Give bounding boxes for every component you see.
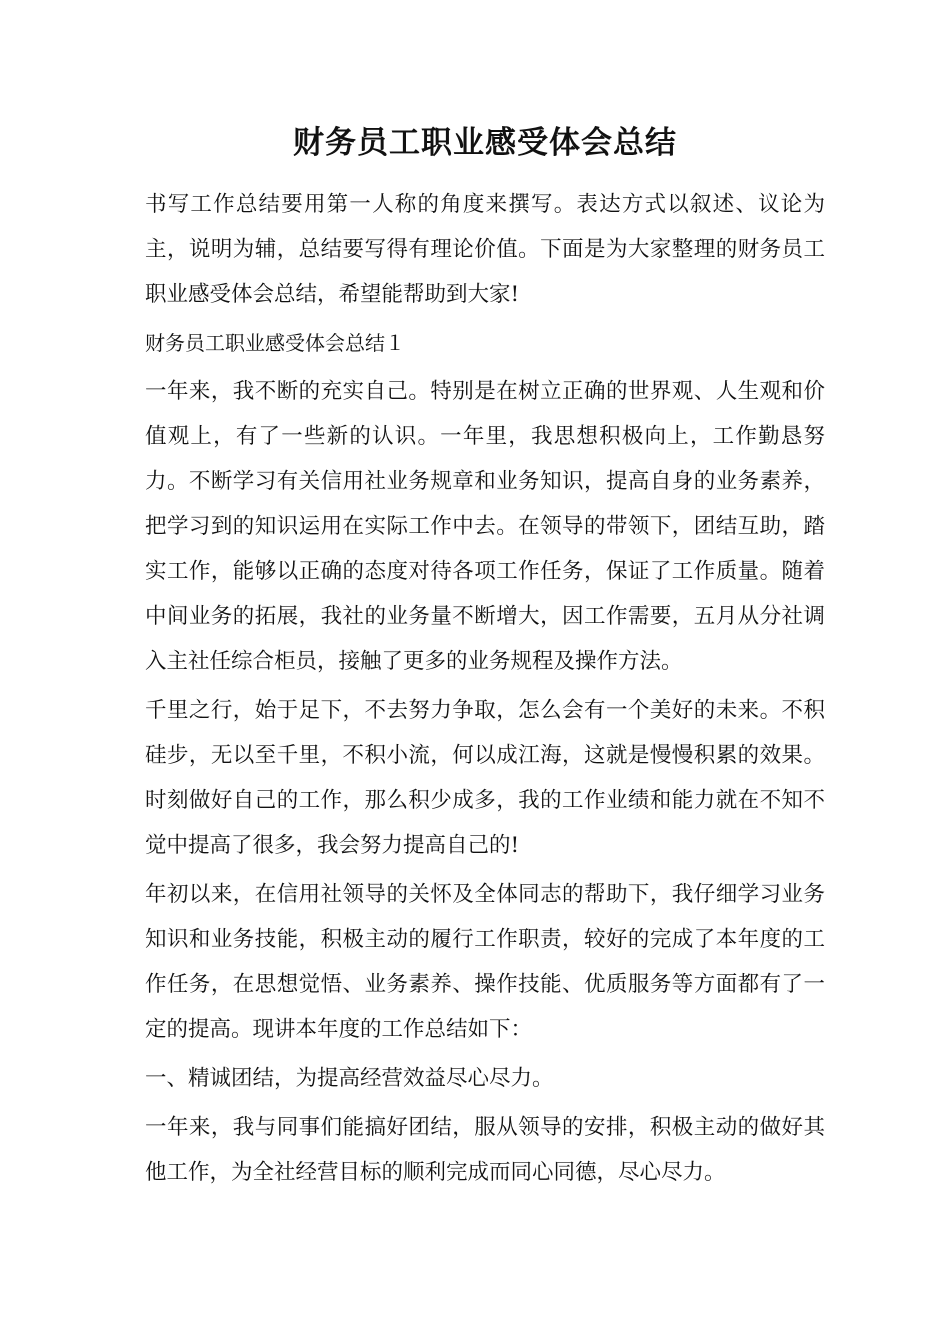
body-paragraph-3: 年初以来，在信用社领导的关怀及全体同志的帮助下，我仔细学习业务知识和业务技能，积极主动的履行工作职责，较好的完成了本年度的工作任务，在思想觉悟、业务素养、操作技能、优质服务等方面都有了一定的提高。现讲本年度的工作总结如下： [145, 882, 825, 1042]
document-body [145, 118, 825, 1195]
body-paragraph-5: 一年来，我与同事们能搞好团结，服从领导的安排，积极主动的做好其他工作，为全社经营目标的顺利完成而同心同德，尽心尽力。 [145, 1115, 825, 1185]
body-paragraph-2: 千里之行，始于足下，不去努力争取，怎么会有一个美好的未来。不积硅步，无以至千里，不积小流，何以成江海，这就是慢慢积累的效果。时刻做好自己的工作，那么积少成多，我的工作业绩和能力就在不知不觉中提高了很多，我会努力提高自己的! [145, 698, 825, 858]
body-paragraph-4: 一、精诚团结，为提高经营效益尽心尽力。 [145, 1066, 554, 1091]
body-paragraph-1: 一年来，我不断的充实自己。特别是在树立正确的世界观、人生观和价值观上，有了一些新的认识。一年里，我思想积极向上，工作勤恳努力。不断学习有关信用社业务规章和业务知识，提高自身的业务素养，把学习到的知识运用在实际工作中去。在领导的带领下，团结互助，踏实工作，能够以正确的态度对待各项工作任务，保证了工作质量。随着中间业务的拓展，我社的业务量不断增大，因工作需要，五月从分社调入主社任综合柜员，接触了更多的业务规程及操作方法。 [145, 379, 825, 674]
intro-paragraph: 书写工作总结要用第一人称的角度来撰写。表达方式以叙述、议论为主，说明为辅，总结要写得有理论价值。下面是为大家整理的财务员工职业感受体会总结，希望能帮助到大家! [145, 192, 825, 307]
section-heading: 财务员工职业感受体会总结１ [145, 331, 405, 355]
document-title: 财务员工职业感受体会总结 [293, 125, 677, 161]
